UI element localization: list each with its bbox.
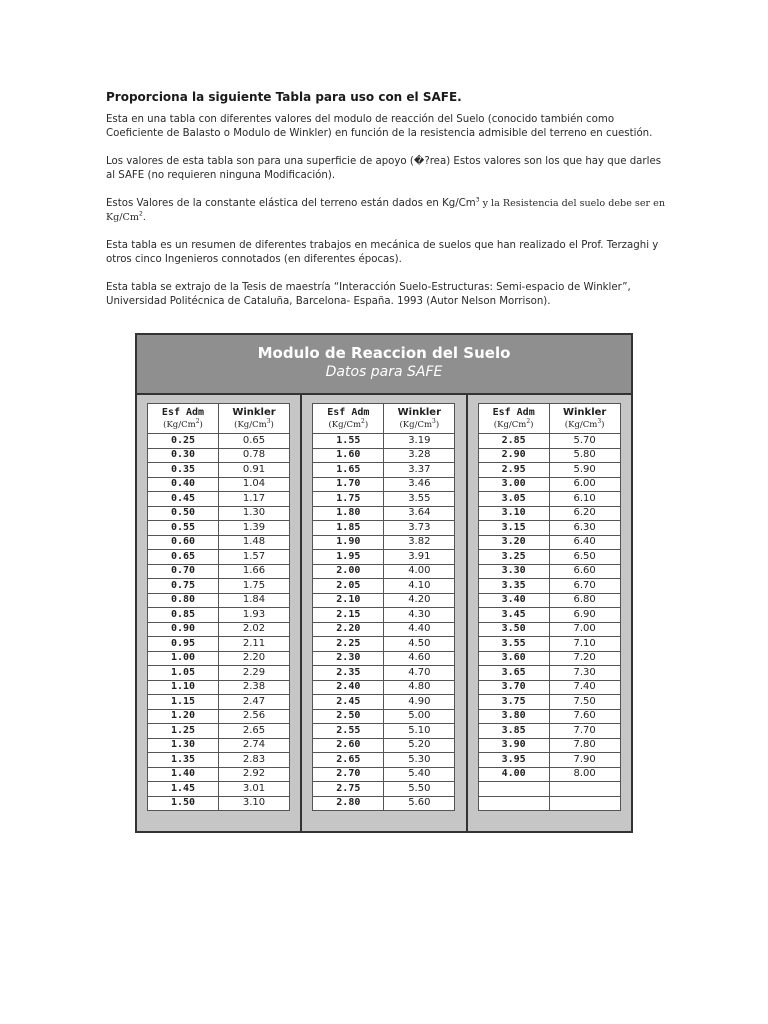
- table-row: [313, 579, 455, 594]
- units-sup: 3: [432, 418, 436, 426]
- table-row: [478, 637, 620, 652]
- esf-adm-cell: 3.35: [478, 579, 549, 594]
- table-row: [148, 637, 290, 652]
- table-row: [148, 506, 290, 521]
- esf-adm-cell: 1.90: [313, 535, 384, 550]
- table-row: [478, 753, 620, 768]
- table-row: [313, 521, 455, 536]
- esf-adm-cell: [478, 796, 549, 811]
- winkler-cell: 7.90: [549, 753, 620, 768]
- table-header: [137, 335, 631, 395]
- table-row: [478, 767, 620, 782]
- esf-adm-cell: 1.60: [313, 448, 384, 463]
- table-row: [313, 724, 455, 739]
- table-row: [148, 535, 290, 550]
- table-row: [313, 434, 455, 449]
- table-row: [478, 579, 620, 594]
- table-row: [148, 753, 290, 768]
- esf-adm-cell: 3.70: [478, 680, 549, 695]
- esf-adm-cell: 2.15: [313, 608, 384, 623]
- table-row: [148, 695, 290, 710]
- esf-adm-cell: 0.55: [148, 521, 219, 536]
- winkler-cell: 2.65: [219, 724, 290, 739]
- winkler-cell: 2.92: [219, 767, 290, 782]
- winkler-cell: 5.50: [384, 782, 455, 797]
- winkler-cell: 6.80: [549, 593, 620, 608]
- table-row: [313, 796, 455, 811]
- esf-adm-cell: 0.25: [148, 434, 219, 449]
- esf-adm-cell: 3.15: [478, 521, 549, 536]
- table-row: [148, 434, 290, 449]
- esf-adm-cell: 3.40: [478, 593, 549, 608]
- winkler-cell: 6.10: [549, 492, 620, 507]
- winkler-cell: 7.10: [549, 637, 620, 652]
- table-row: [478, 535, 620, 550]
- winkler-cell: 1.04: [219, 477, 290, 492]
- table-row: [478, 666, 620, 681]
- document-body: [106, 90, 666, 323]
- col-header-label: Esf Adm: [327, 407, 370, 418]
- col-header-label: Esf Adm: [492, 407, 535, 418]
- winkler-cell: 2.47: [219, 695, 290, 710]
- esf-adm-cell: 3.45: [478, 608, 549, 623]
- table-panels: [137, 395, 631, 831]
- table-row: [478, 782, 620, 797]
- winkler-cell: 2.38: [219, 680, 290, 695]
- table-row: [478, 448, 620, 463]
- table-row: [313, 463, 455, 478]
- winkler-cell: 6.20: [549, 506, 620, 521]
- table-row: [478, 724, 620, 739]
- paragraph-3-sup-2: 2: [138, 210, 143, 218]
- esf-adm-cell: 2.40: [313, 680, 384, 695]
- esf-adm-cell: 1.65: [313, 463, 384, 478]
- units-sup: 2: [526, 418, 531, 426]
- esf-adm-cell: 2.60: [313, 738, 384, 753]
- table-row: [478, 477, 620, 492]
- esf-adm-cell: 3.30: [478, 564, 549, 579]
- units-text: (Kg/Cm: [399, 420, 433, 430]
- col-header-esf-adm: [313, 404, 384, 434]
- esf-adm-cell: 2.45: [313, 695, 384, 710]
- paragraph-3-text-c: .: [142, 212, 146, 223]
- esf-adm-cell: 0.90: [148, 622, 219, 637]
- esf-adm-cell: 2.55: [313, 724, 384, 739]
- units-text: (Kg/Cm: [493, 420, 527, 430]
- esf-adm-cell: 3.05: [478, 492, 549, 507]
- winkler-cell: 5.20: [384, 738, 455, 753]
- esf-adm-cell: 0.85: [148, 608, 219, 623]
- esf-adm-cell: 3.95: [478, 753, 549, 768]
- winkler-cell: 3.28: [384, 448, 455, 463]
- col-header-label: Winkler: [397, 407, 442, 418]
- table-row: [478, 651, 620, 666]
- winkler-cell: 2.56: [219, 709, 290, 724]
- table-row: [313, 535, 455, 550]
- winkler-cell: 1.84: [219, 593, 290, 608]
- paragraph-2: Los valores de esta tabla son para una superficie de apoyo (�?rea) Estos valores son los que hay que darles al SAFE (no requieren ninguna Modificación).: [106, 156, 662, 181]
- esf-adm-cell: 3.50: [478, 622, 549, 637]
- winkler-cell: 6.90: [549, 608, 620, 623]
- col-header-label: Esf Adm: [161, 407, 205, 418]
- esf-adm-cell: 0.30: [148, 448, 219, 463]
- table-row: [313, 709, 455, 724]
- winkler-cell: 3.01: [219, 782, 290, 797]
- winkler-cell: 7.30: [549, 666, 620, 681]
- winkler-cell: 4.90: [384, 695, 455, 710]
- units-close: ): [364, 420, 369, 430]
- winkler-cell: 4.40: [384, 622, 455, 637]
- winkler-cell: 2.83: [219, 753, 290, 768]
- winkler-cell: 3.55: [384, 492, 455, 507]
- winkler-cell: 5.10: [384, 724, 455, 739]
- panel-header-row: [148, 404, 290, 434]
- esf-adm-cell: 2.70: [313, 767, 384, 782]
- paragraph-3-text-a: Estos Valores de la constante elástica del terreno están dados en Kg/Cm: [106, 198, 476, 209]
- esf-adm-cell: 2.25: [313, 637, 384, 652]
- table-row: [148, 608, 290, 623]
- units-close: ): [601, 420, 605, 430]
- table-row: [478, 695, 620, 710]
- col-header-winkler: [219, 404, 290, 434]
- table-row: [148, 782, 290, 797]
- units-close: ): [199, 420, 203, 430]
- winkler-cell: 3.10: [219, 796, 290, 811]
- paragraph-3-sup-1: 3: [475, 196, 480, 204]
- table-row: [478, 463, 620, 478]
- table-row: [148, 448, 290, 463]
- reaction-modulus-table: [135, 333, 633, 833]
- panel-table: [478, 403, 621, 811]
- esf-adm-cell: 2.00: [313, 564, 384, 579]
- paragraph-4: Esta tabla es un resumen de diferentes trabajos en mecánica de suelos que han realizado el Prof. Terzaghi y otros cinco Ingenieros connotados (en diferentes épocas).: [106, 240, 659, 265]
- esf-adm-cell: 2.50: [313, 709, 384, 724]
- winkler-cell: 7.70: [549, 724, 620, 739]
- table-row: [148, 796, 290, 811]
- winkler-cell: 6.30: [549, 521, 620, 536]
- table-row: [478, 680, 620, 695]
- table-row: [313, 753, 455, 768]
- winkler-cell: 7.50: [549, 695, 620, 710]
- units-text: (Kg/Cm: [564, 420, 598, 430]
- winkler-cell: 1.17: [219, 492, 290, 507]
- winkler-cell: 3.64: [384, 506, 455, 521]
- esf-adm-cell: 3.60: [478, 651, 549, 666]
- table-row: [148, 622, 290, 637]
- esf-adm-cell: 2.80: [313, 796, 384, 811]
- table-row: [313, 651, 455, 666]
- winkler-cell: 7.20: [549, 651, 620, 666]
- paragraph-5: Esta tabla se extrajo de la Tesis de maestría “Interacción Suelo-Estructuras: Semi-espacio de Winkler”, Universidad Politécnica de Cataluña, Barcelona- España. 1993 (Autor Nelson Morrison).: [106, 282, 631, 307]
- winkler-cell: 4.70: [384, 666, 455, 681]
- table-row: [478, 796, 620, 811]
- winkler-cell: 1.66: [219, 564, 290, 579]
- esf-adm-cell: 1.35: [148, 753, 219, 768]
- esf-adm-cell: 1.80: [313, 506, 384, 521]
- table-row: [313, 622, 455, 637]
- winkler-cell: 4.30: [384, 608, 455, 623]
- winkler-cell: 5.00: [384, 709, 455, 724]
- winkler-cell: 2.74: [219, 738, 290, 753]
- esf-adm-cell: 1.85: [313, 521, 384, 536]
- esf-adm-cell: 0.50: [148, 506, 219, 521]
- esf-adm-cell: 2.85: [478, 434, 549, 449]
- panel-table: [147, 403, 290, 811]
- winkler-cell: 1.30: [219, 506, 290, 521]
- table-row: [148, 593, 290, 608]
- winkler-cell: 0.78: [219, 448, 290, 463]
- esf-adm-cell: 3.55: [478, 637, 549, 652]
- table-row: [148, 767, 290, 782]
- esf-adm-cell: 1.50: [148, 796, 219, 811]
- table-row: [478, 709, 620, 724]
- winkler-cell: 2.02: [219, 622, 290, 637]
- units-sup: 2: [361, 418, 365, 426]
- table-row: [478, 738, 620, 753]
- esf-adm-cell: 1.00: [148, 651, 219, 666]
- table-row: [148, 492, 290, 507]
- esf-adm-cell: 1.30: [148, 738, 219, 753]
- esf-adm-cell: 2.35: [313, 666, 384, 681]
- winkler-cell: 3.82: [384, 535, 455, 550]
- esf-adm-cell: 1.20: [148, 709, 219, 724]
- esf-adm-cell: 4.00: [478, 767, 549, 782]
- table-row: [478, 550, 620, 565]
- esf-adm-cell: 0.65: [148, 550, 219, 565]
- esf-adm-cell: 0.35: [148, 463, 219, 478]
- units-close: ): [530, 420, 534, 430]
- table-row: [148, 550, 290, 565]
- winkler-cell: 5.60: [384, 796, 455, 811]
- winkler-cell: 4.00: [384, 564, 455, 579]
- paragraph-3: [106, 197, 666, 225]
- winkler-cell: 0.91: [219, 463, 290, 478]
- winkler-cell: 3.91: [384, 550, 455, 565]
- table-row: [313, 782, 455, 797]
- panel-table: [312, 403, 455, 811]
- units-close: ): [270, 420, 274, 430]
- paragraph-3-text-b: y la Resistencia del suelo debe ser en Kg/Cm: [106, 198, 666, 223]
- esf-adm-cell: 2.30: [313, 651, 384, 666]
- table-title: Modulo de Reaccion del Suelo: [257, 344, 511, 362]
- table-panel-3: [468, 395, 631, 831]
- esf-adm-cell: 1.95: [313, 550, 384, 565]
- esf-adm-cell: 1.25: [148, 724, 219, 739]
- document-heading: Proporciona la siguiente Tabla para uso con el SAFE.: [106, 90, 462, 104]
- table-row: [148, 521, 290, 536]
- table-row: [148, 579, 290, 594]
- col-header-units: [313, 419, 383, 431]
- winkler-cell: 2.29: [219, 666, 290, 681]
- esf-adm-cell: 3.85: [478, 724, 549, 739]
- esf-adm-cell: 2.95: [478, 463, 549, 478]
- esf-adm-cell: 0.40: [148, 477, 219, 492]
- table-row: [313, 477, 455, 492]
- col-header-units: [550, 419, 620, 431]
- winkler-cell: 3.46: [384, 477, 455, 492]
- table-row: [148, 680, 290, 695]
- panel-header-row: [478, 404, 620, 434]
- units-text: (Kg/Cm: [328, 420, 362, 430]
- table-row: [313, 593, 455, 608]
- winkler-cell: 4.10: [384, 579, 455, 594]
- winkler-cell: 5.30: [384, 753, 455, 768]
- table-row: [148, 709, 290, 724]
- winkler-cell: 6.70: [549, 579, 620, 594]
- esf-adm-cell: 0.45: [148, 492, 219, 507]
- winkler-cell: 6.00: [549, 477, 620, 492]
- table-row: [313, 738, 455, 753]
- table-row: [313, 680, 455, 695]
- table-row: [313, 492, 455, 507]
- table-row: [148, 651, 290, 666]
- esf-adm-cell: 2.05: [313, 579, 384, 594]
- table-subtitle: Datos para SAFE: [325, 364, 443, 380]
- winkler-cell: 6.40: [549, 535, 620, 550]
- table-row: [148, 666, 290, 681]
- winkler-cell: 2.11: [219, 637, 290, 652]
- col-header-winkler: [384, 404, 455, 434]
- esf-adm-cell: 3.10: [478, 506, 549, 521]
- esf-adm-cell: 1.15: [148, 695, 219, 710]
- winkler-cell: 3.73: [384, 521, 455, 536]
- winkler-cell: 6.50: [549, 550, 620, 565]
- units-sup: 3: [266, 418, 271, 426]
- winkler-cell: [549, 782, 620, 797]
- units-text: (Kg/Cm: [163, 420, 196, 430]
- col-header-label: Winkler: [232, 407, 276, 418]
- table-row: [313, 608, 455, 623]
- esf-adm-cell: 1.05: [148, 666, 219, 681]
- table-row: [313, 695, 455, 710]
- esf-adm-cell: 0.75: [148, 579, 219, 594]
- table-row: [478, 434, 620, 449]
- esf-adm-cell: 0.95: [148, 637, 219, 652]
- col-header-units: [219, 419, 289, 431]
- winkler-cell: 7.00: [549, 622, 620, 637]
- table-row: [313, 767, 455, 782]
- col-header-esf-adm: [148, 404, 219, 434]
- winkler-cell: 1.93: [219, 608, 290, 623]
- col-header-winkler: [549, 404, 620, 434]
- col-header-units: [384, 419, 454, 431]
- esf-adm-cell: 2.90: [478, 448, 549, 463]
- col-header-esf-adm: [478, 404, 549, 434]
- paragraph-1: Esta en una tabla con diferentes valores del modulo de reacción del Suelo (conocido también como Coeficiente de Balasto o Modulo de Winkler) en función de la resistencia admisible del terreno en cuestión.: [106, 114, 653, 139]
- table-row: [313, 448, 455, 463]
- esf-adm-cell: 1.10: [148, 680, 219, 695]
- winkler-cell: 6.60: [549, 564, 620, 579]
- table-row: [148, 477, 290, 492]
- panel-header-row: [313, 404, 455, 434]
- units-sup: 3: [597, 418, 602, 426]
- winkler-cell: 4.50: [384, 637, 455, 652]
- winkler-cell: 5.70: [549, 434, 620, 449]
- winkler-cell: 7.60: [549, 709, 620, 724]
- table-row: [478, 593, 620, 608]
- table-row: [478, 492, 620, 507]
- table-row: [478, 564, 620, 579]
- table-row: [313, 666, 455, 681]
- table-panel-2: [302, 395, 467, 831]
- table-row: [478, 521, 620, 536]
- winkler-cell: 5.40: [384, 767, 455, 782]
- esf-adm-cell: 3.25: [478, 550, 549, 565]
- esf-adm-cell: 1.45: [148, 782, 219, 797]
- table-row: [148, 738, 290, 753]
- table-row: [313, 564, 455, 579]
- units-text: (Kg/Cm: [234, 420, 267, 430]
- esf-adm-cell: 1.70: [313, 477, 384, 492]
- table-row: [148, 724, 290, 739]
- col-header-units: [148, 419, 218, 431]
- winkler-cell: 4.80: [384, 680, 455, 695]
- esf-adm-cell: 3.65: [478, 666, 549, 681]
- table-row: [478, 608, 620, 623]
- col-header-label: Winkler: [562, 407, 607, 418]
- winkler-cell: [549, 796, 620, 811]
- esf-adm-cell: 3.90: [478, 738, 549, 753]
- esf-adm-cell: 1.55: [313, 434, 384, 449]
- esf-adm-cell: 1.40: [148, 767, 219, 782]
- winkler-cell: 1.39: [219, 521, 290, 536]
- table-row: [148, 463, 290, 478]
- winkler-cell: 3.37: [384, 463, 455, 478]
- esf-adm-cell: 3.75: [478, 695, 549, 710]
- esf-adm-cell: 3.00: [478, 477, 549, 492]
- col-header-units: [479, 419, 549, 431]
- esf-adm-cell: 0.70: [148, 564, 219, 579]
- winkler-cell: 7.40: [549, 680, 620, 695]
- table-row: [313, 550, 455, 565]
- units-close: ): [435, 420, 440, 430]
- table-panel-1: [137, 395, 302, 831]
- esf-adm-cell: 3.80: [478, 709, 549, 724]
- winkler-cell: 1.75: [219, 579, 290, 594]
- esf-adm-cell: 2.75: [313, 782, 384, 797]
- winkler-cell: 8.00: [549, 767, 620, 782]
- esf-adm-cell: [478, 782, 549, 797]
- winkler-cell: 1.48: [219, 535, 290, 550]
- table-row: [478, 506, 620, 521]
- esf-adm-cell: 1.75: [313, 492, 384, 507]
- winkler-cell: 4.60: [384, 651, 455, 666]
- winkler-cell: 2.20: [219, 651, 290, 666]
- table-row: [478, 622, 620, 637]
- esf-adm-cell: 0.60: [148, 535, 219, 550]
- table-row: [148, 564, 290, 579]
- esf-adm-cell: 0.80: [148, 593, 219, 608]
- winkler-cell: 5.90: [549, 463, 620, 478]
- esf-adm-cell: 2.20: [313, 622, 384, 637]
- winkler-cell: 3.19: [384, 434, 455, 449]
- winkler-cell: 1.57: [219, 550, 290, 565]
- units-sup: 2: [195, 418, 200, 426]
- winkler-cell: 0.65: [219, 434, 290, 449]
- winkler-cell: 7.80: [549, 738, 620, 753]
- esf-adm-cell: 3.20: [478, 535, 549, 550]
- winkler-cell: 5.80: [549, 448, 620, 463]
- table-row: [313, 637, 455, 652]
- esf-adm-cell: 2.65: [313, 753, 384, 768]
- winkler-cell: 4.20: [384, 593, 455, 608]
- table-row: [313, 506, 455, 521]
- esf-adm-cell: 2.10: [313, 593, 384, 608]
